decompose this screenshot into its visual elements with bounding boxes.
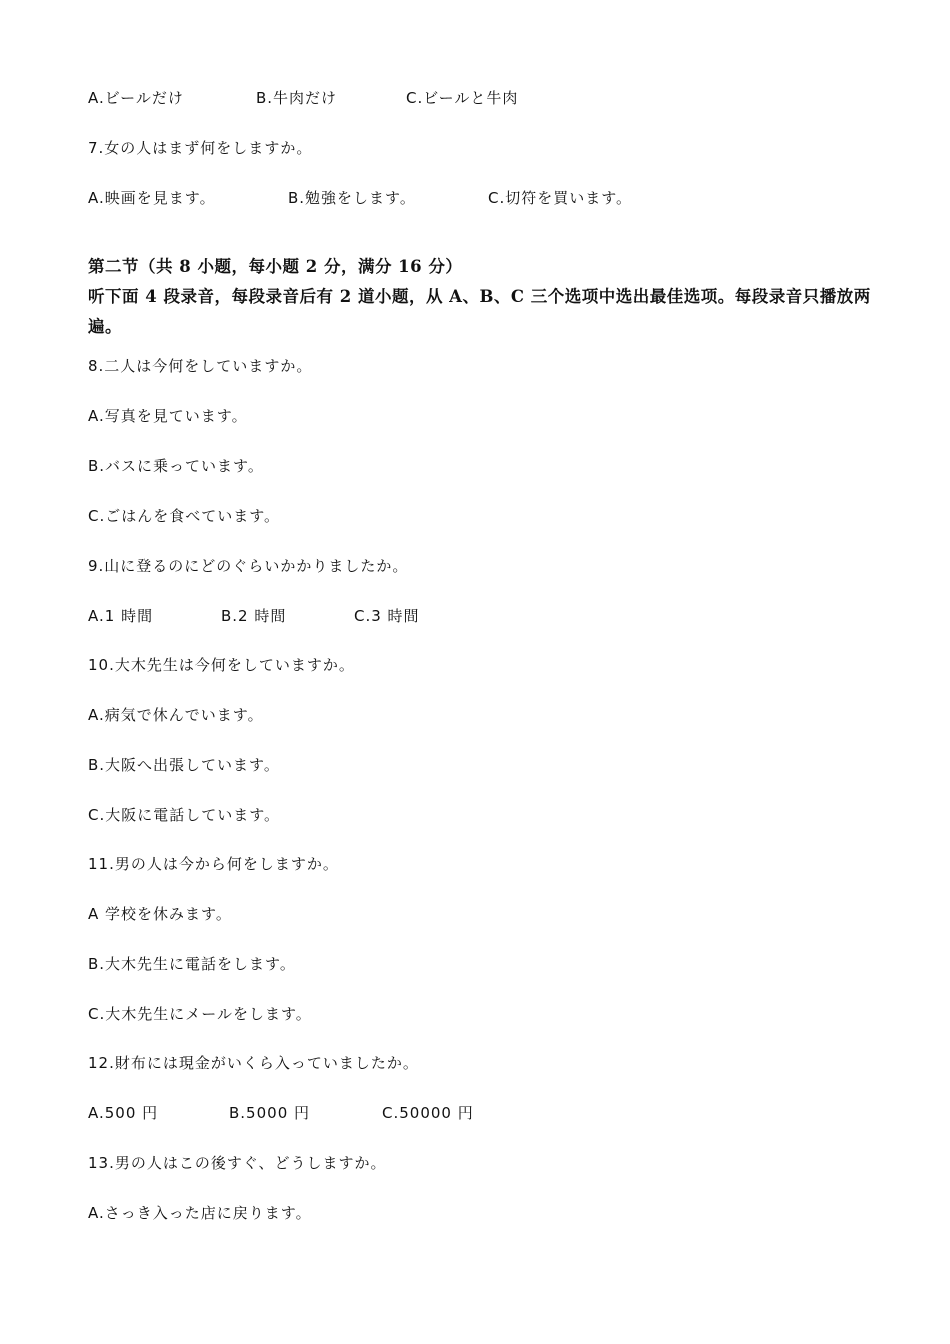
q7-option-c[interactable]: C.切符を買います。 (488, 189, 633, 207)
section2-instruction: 听下面 4 段录音，每段录音后有 2 道小题，从 A、B、C 三个选项中选出最佳选项。每段录音只播放两遍。 (88, 287, 871, 336)
q9-option-a[interactable]: A.1 時間 (88, 607, 154, 625)
q13-question: 13.男の人はこの後すぐ、どうしますか。 (88, 1154, 387, 1172)
q10-option-a[interactable]: A.病気で休んでいます。 (88, 706, 264, 724)
q9-option-c[interactable]: C.3 時間 (354, 607, 420, 625)
q12-option-c[interactable]: C.50000 円 (382, 1104, 474, 1122)
q7-option-a[interactable]: A.映画を見ます。 (88, 189, 216, 207)
q13-option-a[interactable]: A.さっき入った店に戻ります。 (88, 1204, 312, 1222)
q11-option-b[interactable]: B.大木先生に電話をします。 (88, 955, 296, 973)
q8-option-b[interactable]: B.バスに乗っています。 (88, 457, 264, 475)
q7-option-b[interactable]: B.勉強をします。 (288, 189, 416, 207)
q10-option-c[interactable]: C.大阪に電話しています。 (88, 806, 281, 824)
section2-title: 第二节（共 8 小题，每小题 2 分，满分 16 分） (88, 257, 463, 276)
q8-option-c[interactable]: C.ごはんを食べています。 (88, 507, 281, 525)
q12-option-a[interactable]: A.500 円 (88, 1104, 159, 1122)
q8-option-a[interactable]: A.写真を見ています。 (88, 407, 248, 425)
q12-question: 12.財布には現金がいくら入っていましたか。 (88, 1054, 419, 1072)
q10-question: 10.大木先生は今何をしていますか。 (88, 656, 355, 674)
q6-option-c[interactable]: C.ビールと牛肉 (406, 89, 519, 107)
q11-question: 11.男の人は今から何をしますか。 (88, 855, 339, 873)
q11-option-c[interactable]: C.大木先生にメールをします。 (88, 1005, 312, 1023)
q6-option-a[interactable]: A.ビールだけ (88, 89, 184, 107)
q12-option-b[interactable]: B.5000 円 (229, 1104, 311, 1122)
q10-option-b[interactable]: B.大阪へ出張しています。 (88, 756, 280, 774)
q8-question: 8.二人は今何をしていますか。 (88, 357, 313, 375)
q9-question: 9.山に登るのにどのぐらいかかりましたか。 (88, 557, 409, 575)
q6-option-b[interactable]: B.牛肉だけ (256, 89, 338, 107)
q7-question: 7.女の人はまず何をしますか。 (88, 139, 313, 157)
q11-option-a[interactable]: A 学校を休みます。 (88, 905, 232, 923)
q9-option-b[interactable]: B.2 時間 (221, 607, 287, 625)
